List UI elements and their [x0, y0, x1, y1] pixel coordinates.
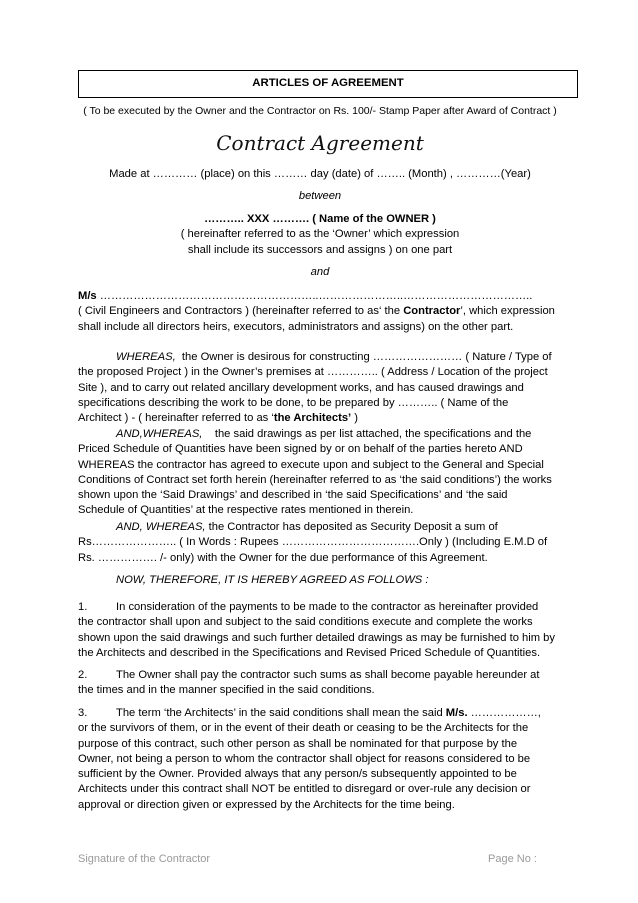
articles-title: ARTICLES OF AGREEMENT	[252, 77, 404, 90]
and-word: and	[310, 266, 330, 278]
clause-number: 3.	[78, 707, 88, 719]
clause-3: 3. The term ‘the Architects’ in the said conditions shall mean the said M/s. ………………, or the survivors of them, or in the event of their death or ceasing to be the Architects for the purpose of this contract, such other person as shall be nominated for that purpose by the Owner, not being a person to whom the contractor shall object for reasons considered to be sufficient by the Owner. Provided always that any person/s subsequently appointed to be Architects under this contract shall NOT be entitled to disregard or over-rule any decision or approval or direction given or expressed by the Architects for the time being.	[78, 707, 541, 811]
and-whereas-lead: AND,WHEREAS,	[116, 428, 203, 440]
page-number-label: Page No :	[488, 853, 537, 865]
contractor-assigns-line: shall include all directors heirs, executors, administrators and assigns) on the other part.	[78, 320, 514, 333]
clause-number: 1.	[78, 601, 88, 613]
between-word: between	[298, 190, 342, 202]
clause-number: 2.	[78, 669, 88, 681]
owner-successors-line: shall include its successors and assigns ) on one part	[187, 243, 453, 256]
whereas-lead: WHEREAS,	[116, 351, 176, 363]
clause-2: 2. The Owner shall pay the contractor such sums as shall become payable hereunder at the times and in the manner specified in the said conditions.	[78, 669, 540, 697]
contractor-name-line: M/s …………………………………………………..…………………..……………………………..	[78, 290, 533, 302]
contract-title: Contract Agreement	[216, 131, 424, 155]
made-at-line: Made at ………… (place) on this ……… day (date) of …….. (Month) , …………(Year)	[109, 168, 531, 180]
whereas-paragraph-1: WHEREAS, the Owner is desirous for constructing …………………… ( Nature / Type of the proposed Project ) in the Owner’s premises at ………….. ( Address / Location of the project Site ), and to carry out related ancillary development works, and has caused drawings and specifications describing the work to be done, to be prepared by ……….. ( Name of the Architect ) - ( hereinafter referred to as ‘the Architects’ )	[78, 351, 552, 425]
contractor-definition-line: ( Civil Engineers and Contractors ) (hereinafter referred to as‘ the Contractor’, which expression	[78, 305, 555, 318]
signature-of-contractor: Signature of the Contractor	[78, 853, 211, 865]
articles-title-box	[78, 70, 578, 98]
owner-name-line: ……….. XXX ………. ( Name of the OWNER )	[204, 213, 436, 225]
now-therefore-heading: NOW, THEREFORE, IT IS HEREBY AGREED AS FOLLOWS :	[116, 574, 429, 586]
whereas-paragraph-2: AND,WHEREAS, the said drawings as per list attached, the specifications and the Priced Schedule of Quantities have been signed by or on behalf of the parties hereto AND WHEREAS the contractor has agreed to execute upon and subject to the General and Special Conditions of Contract set forth herein (hereinafter referred to as ‘the said conditions’) the works shown upon the ‘Said Drawings’ and described in ‘the said Specifications’ and ‘the said Schedule of Quantities’ at the respective rates mentioned in therein.	[78, 428, 552, 517]
contractor-paragraph	[78, 289, 580, 335]
execution-note: ( To be executed by the Owner and the Contractor on Rs. 100/- Stamp Paper after Award of Contract )	[83, 105, 557, 117]
whereas-paragraph-3: AND, WHEREAS, the Contractor has deposited as Security Deposit a sum of Rs………………….. ( In Words : Rupees ……………………………….Only ) (Including E.M.D of Rs. ……………. /- only) with the Owner for the due performance of this Agreement.	[78, 521, 548, 564]
and-whereas-deposit-lead: AND, WHEREAS,	[116, 521, 206, 533]
clause-1: 1. In consideration of the payments to be made to the contractor as hereinafter provided the contractor shall upon and subject to the said conditions execute and complete the works shown upon the said drawings and such further detailed drawings as may be furnished to him by the Architects and described in the Specifications and Revised Priced Schedule of Quantities.	[78, 601, 555, 659]
owner-definition-line: ( hereinafter referred to as the ‘Owner’ which expression	[180, 228, 460, 241]
owner-block	[60, 212, 580, 258]
